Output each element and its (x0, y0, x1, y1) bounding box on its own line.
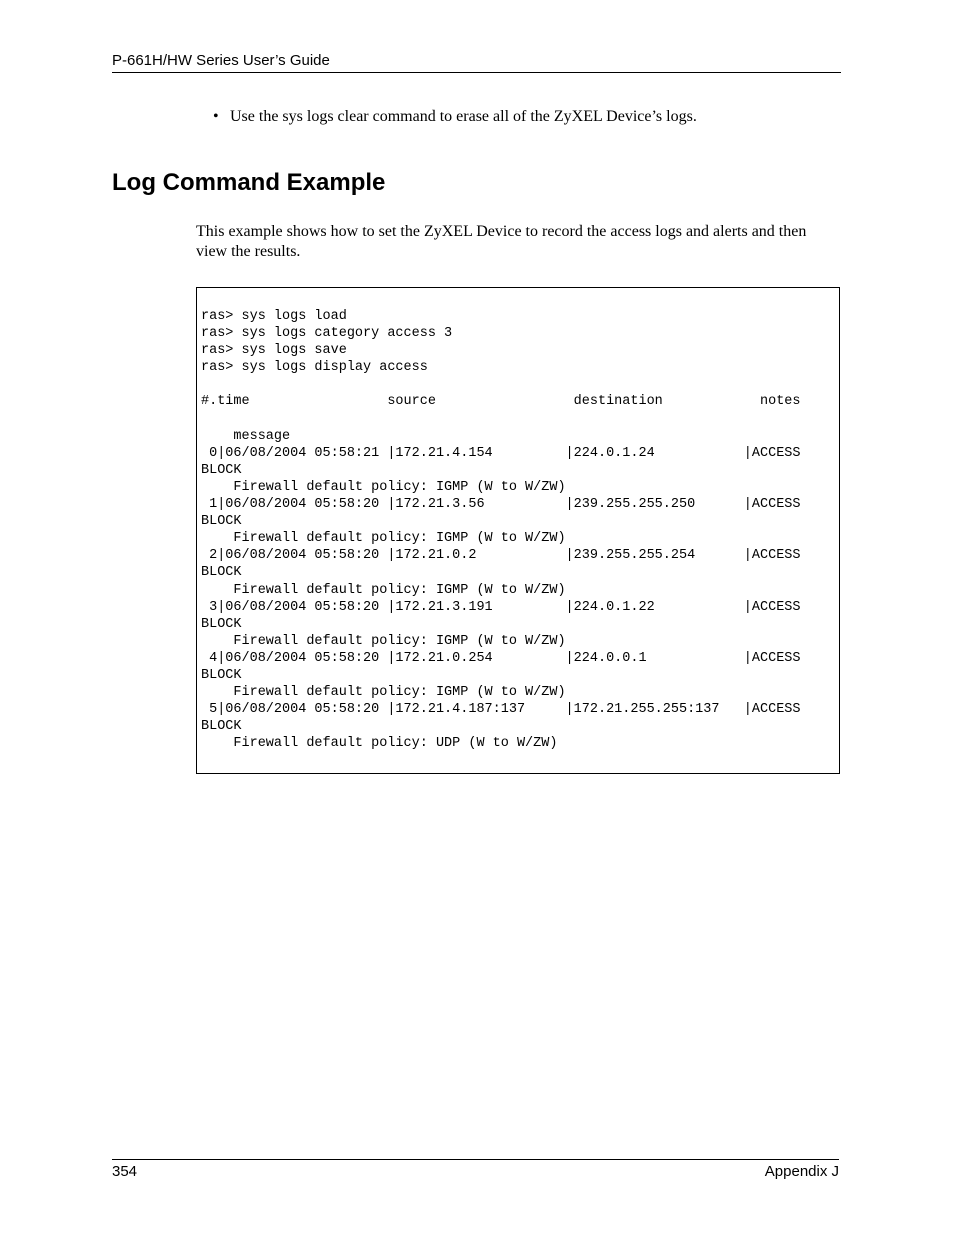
code-line: ras> sys logs load (201, 309, 347, 324)
code-line: ras> sys logs display access (201, 360, 428, 376)
code-line: BLOCK (201, 719, 242, 735)
code-line: message (201, 428, 291, 444)
code-line: 2|06/08/2004 05:58:20 |172.21.0.2 |239.255.255.254 |ACCESS (201, 548, 801, 564)
code-line: 4|06/08/2004 05:58:20 |172.21.0.254 |224.0.0.1 |ACCESS (201, 650, 801, 666)
guide-title: P-661H/HW Series User’s Guide (112, 52, 330, 69)
code-line: Firewall default policy: IGMP (W to W/ZW) (201, 479, 566, 495)
code-line: BLOCK (201, 565, 242, 581)
intro-paragraph: This example shows how to set the ZyXEL Device to record the access logs and alerts and then view the results. (196, 223, 807, 260)
code-line: 1|06/08/2004 05:58:20 |172.21.3.56 |239.255.255.250 |ACCESS (201, 497, 801, 513)
code-line: #.time source destination notes (201, 394, 801, 410)
code-line: ras> sys logs save (201, 343, 347, 359)
code-line: Firewall default policy: IGMP (W to W/ZW) (201, 531, 566, 547)
code-line: 3|06/08/2004 05:58:20 |172.21.3.191 |224.0.1.22 |ACCESS (201, 599, 801, 615)
code-line: BLOCK (201, 462, 242, 478)
code-line: 5|06/08/2004 05:58:20 |172.21.4.187:137 |172.21.255.255:137 |ACCESS (201, 702, 801, 718)
page-header (112, 52, 841, 73)
page-number: 354 (112, 1163, 138, 1180)
code-listing (197, 288, 839, 752)
code-line: BLOCK (201, 514, 242, 530)
footer-section: Appendix J (764, 1163, 839, 1180)
page-footer (112, 1159, 839, 1180)
code-example-box (196, 287, 840, 774)
code-line: ras> sys logs category access 3 (201, 326, 453, 342)
section-heading: Log Command Example (112, 169, 386, 196)
bullet-symbol: • (213, 108, 219, 125)
code-line: 0|06/08/2004 05:58:21 |172.21.4.154 |224.0.1.24 |ACCESS (201, 445, 801, 461)
bullet-text: Use the sys logs clear command to erase all of the ZyXEL Device’s logs. (230, 108, 697, 125)
code-line: Firewall default policy: IGMP (W to W/ZW) (201, 685, 566, 701)
bullet-item (213, 107, 833, 127)
code-line: Firewall default policy: IGMP (W to W/ZW) (201, 633, 566, 649)
code-line: Firewall default policy: UDP (W to W/ZW) (201, 736, 558, 752)
code-line: Firewall default policy: IGMP (W to W/ZW) (201, 582, 566, 598)
code-line: BLOCK (201, 616, 242, 632)
code-line: BLOCK (201, 667, 242, 683)
